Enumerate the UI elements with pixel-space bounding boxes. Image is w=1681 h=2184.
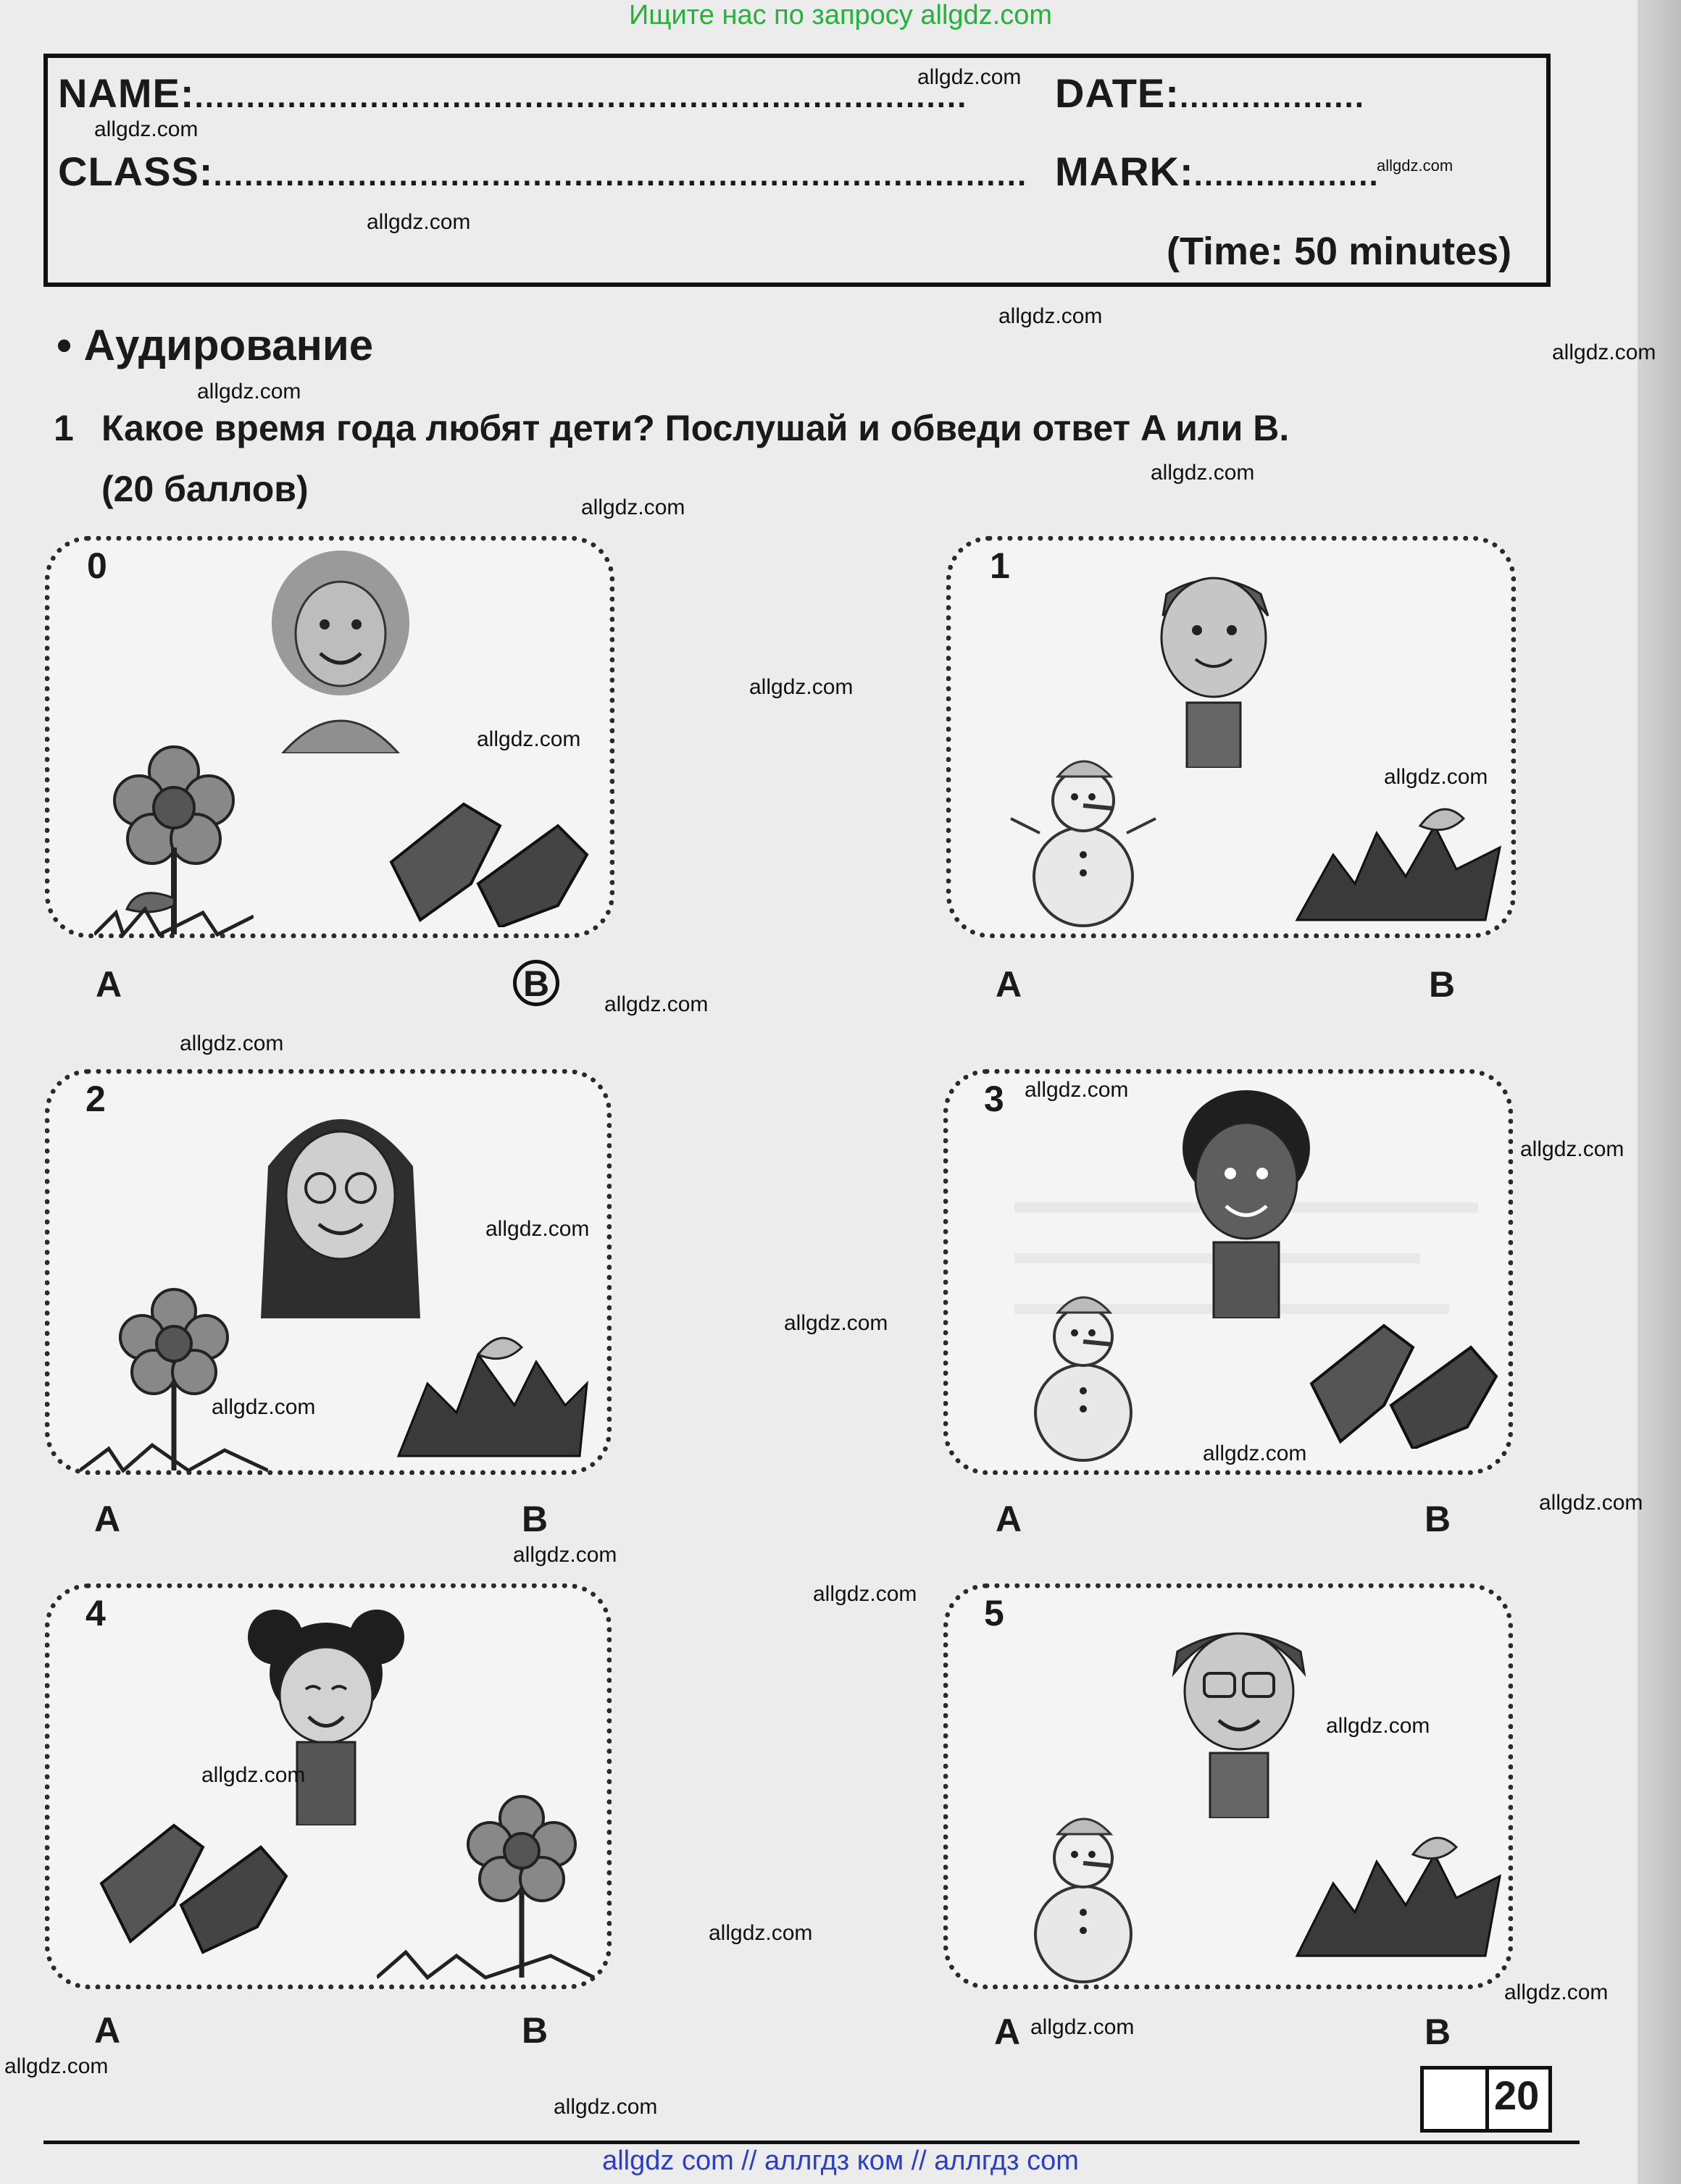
mark-label: MARK: [1055,148,1194,194]
task-text: Какое время года любят дети? Послушай и обведи ответ A или B. [101,408,1290,448]
flippers-icon [1297,1304,1500,1449]
task-points: (20 баллов) [101,469,309,509]
panel-5-number: 5 [984,1593,1004,1633]
watermark: allgdz.com [485,1217,590,1241]
autumn-leaves-icon [391,1326,594,1470]
panel-1-number: 1 [990,545,1010,586]
watermark: allgdz.com [1384,765,1488,789]
watermark: allgdz.com [477,727,581,751]
panel-5-option-b[interactable]: B [1425,2012,1451,2052]
flower-icon [80,1282,268,1478]
class-field[interactable]: ............................................................................... [213,157,1028,193]
watermark: allgdz.com [1504,1980,1609,2004]
panel-0-number: 0 [87,545,107,586]
boy-with-glasses-icon [1159,1601,1319,1818]
watermark: allgdz.com [1203,1442,1307,1465]
panel-2-number: 2 [85,1079,106,1119]
date-row [1055,70,1365,117]
panel-5-option-a[interactable]: A [994,2012,1021,2052]
panel-4-number: 4 [85,1593,106,1633]
watermark: allgdz.com [1377,156,1453,175]
watermark: allgdz.com [581,495,685,519]
autumn-leaves-icon [1290,1825,1507,1970]
watermark: allgdz.com [1520,1137,1624,1161]
page-edge-shadow [1638,0,1681,2184]
name-field[interactable]: ........................................................................... [194,79,968,114]
panel-0-option-b-circled[interactable]: B [513,960,559,1006]
flippers-icon [377,775,594,927]
watermark: allgdz.com [554,2095,658,2119]
date-label: DATE: [1055,70,1180,116]
snowman-icon [1004,739,1163,927]
task-number: 1 [54,408,74,448]
name-row [58,70,967,117]
watermark: allgdz.com [212,1395,316,1419]
mark-row [1055,148,1380,195]
watermark: allgdz.com [1552,340,1656,364]
bottom-rule [43,2141,1580,2144]
mark-field[interactable]: .................. [1193,157,1380,193]
watermark: allgdz.com [1025,1078,1129,1102]
score-value: 20 [1494,2072,1540,2118]
section-title: • Аудирование [57,321,374,369]
watermark: allgdz.com [94,117,199,141]
class-row [58,148,1027,195]
name-label: NAME: [58,70,195,116]
top-banner[interactable]: Ищите нас по запросу allgdz.com [628,0,1052,30]
panel-4-option-a[interactable]: A [94,2010,121,2051]
date-field[interactable]: .................. [1179,79,1365,114]
flower-icon [94,739,254,942]
snowman-icon [1007,1275,1159,1463]
watermark: allgdz.com [998,304,1103,328]
boy-portrait-icon [1174,1079,1319,1318]
girl-with-glasses-icon [246,1087,435,1333]
panel-0-option-a[interactable]: A [96,964,122,1005]
boy-portrait-icon [1145,551,1282,768]
watermark: allgdz.com [604,992,709,1016]
panel-1-option-b[interactable]: B [1429,964,1456,1005]
watermark: allgdz.com [367,210,471,234]
girl-portrait-icon [254,543,427,753]
panel-3-number: 3 [984,1079,1004,1119]
watermark: allgdz.com [1151,461,1255,485]
watermark: allgdz.com [813,1582,917,1606]
flippers-icon [87,1796,290,1963]
panel-1-option-a[interactable]: A [996,964,1022,1005]
panel-2-option-b[interactable]: B [522,1499,548,1539]
watermark: allgdz.com [1326,1714,1430,1738]
watermark: allgdz.com [709,1921,813,1945]
watermark: allgdz.com [201,1763,306,1787]
watermark: allgdz.com [917,65,1022,89]
autumn-leaves-icon [1290,797,1507,934]
score-divider [1485,2066,1489,2133]
watermark: allgdz.com [1539,1491,1643,1515]
snowman-icon [1004,1796,1163,1985]
class-label: CLASS: [58,148,214,194]
flower-icon [377,1789,609,1985]
watermark: allgdz.com [1030,2015,1135,2039]
watermark: allgdz.com [4,2054,109,2078]
watermark: allgdz.com [513,1543,617,1567]
watermark: allgdz.com [180,1032,284,1055]
watermark: allgdz.com [784,1311,888,1335]
panel-3-option-b[interactable]: B [1425,1499,1451,1539]
panel-4-option-b[interactable]: B [522,2010,548,2051]
panel-3-option-a[interactable]: A [996,1499,1022,1539]
time-limit: (Time: 50 minutes) [1167,230,1512,273]
watermark: allgdz.com [197,380,301,403]
bottom-banner[interactable]: allgdz com // аллгдз ком // аллгдз com [602,2146,1079,2176]
panel-2-option-a[interactable]: A [94,1499,121,1539]
watermark: allgdz.com [749,675,854,699]
